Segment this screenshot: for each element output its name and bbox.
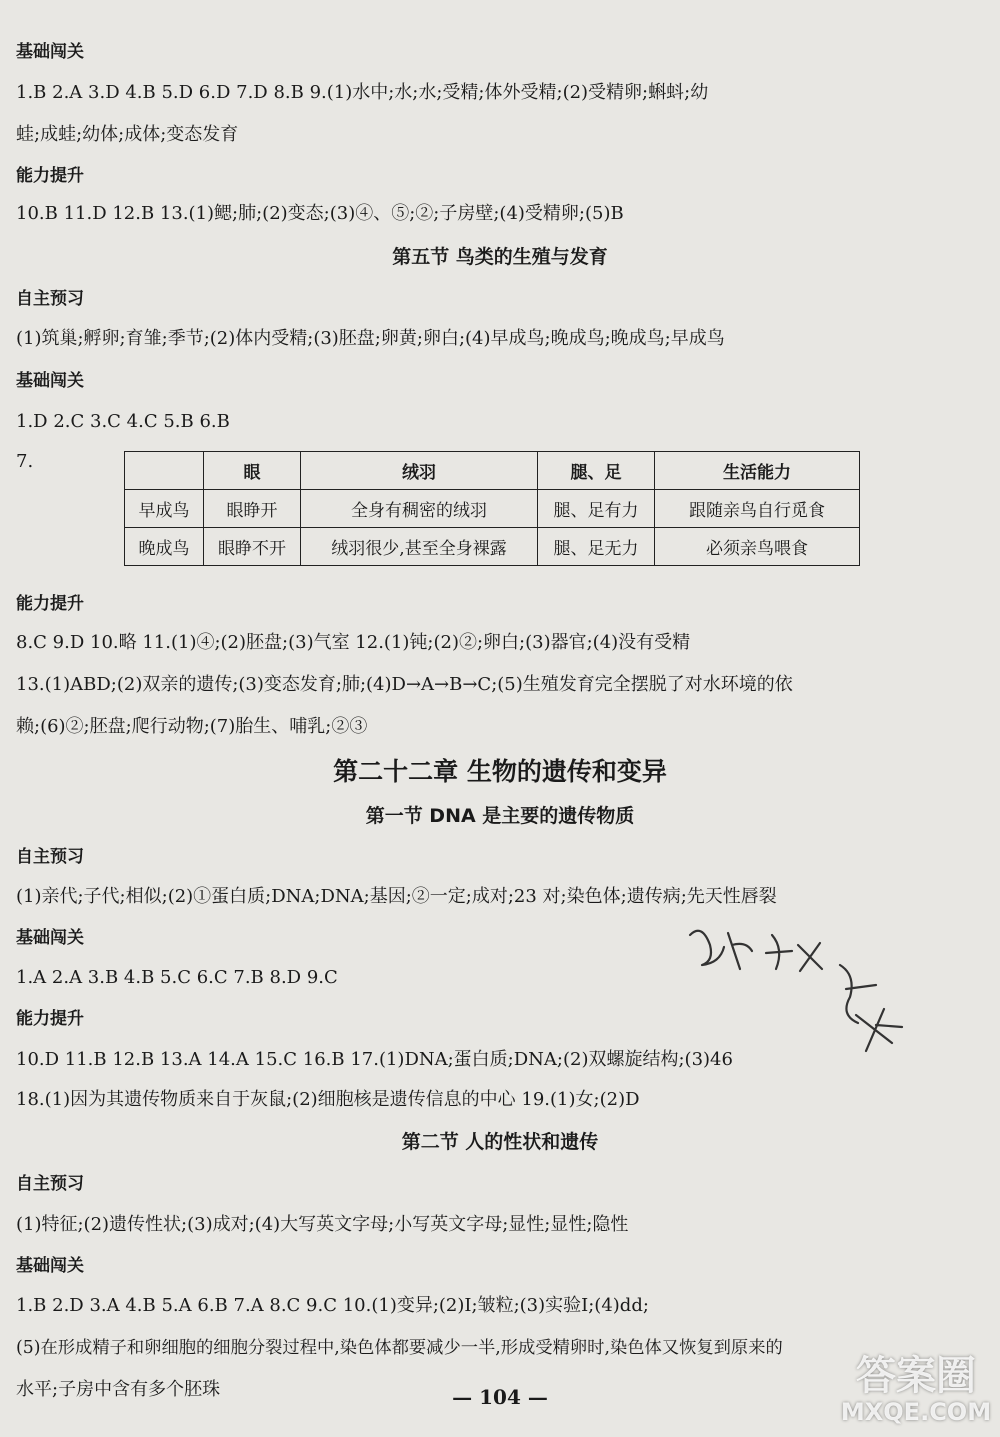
question-7-label: 7.	[16, 451, 34, 472]
heading-basic: 基础闯关	[16, 928, 84, 948]
section-title: 第五节 鸟类的生殖与发育	[392, 246, 608, 268]
answer-line: 18.(1)因为其遗传物质来自于灰鼠;(2)细胞核是遗传信息的中心 19.(1)女;(2)D	[16, 1089, 640, 1110]
table-row	[125, 490, 860, 528]
table-header-cell: 眼	[204, 452, 301, 490]
table-cell: 全身有稠密的绒羽	[301, 490, 538, 528]
table-cell: 腿、足无力	[538, 528, 655, 566]
watermark-url-text: MXQE.COM	[840, 1398, 992, 1426]
table-cell: 绒羽很少,甚至全身裸露	[301, 528, 538, 566]
watermark-logo	[836, 1340, 996, 1434]
table-header-cell	[125, 452, 204, 490]
answer-line: 1.D 2.C 3.C 4.C 5.B 6.B	[16, 411, 230, 432]
answer-line: (5)在形成精子和卵细胞的细胞分裂过程中,染色体都要减少一半,形成受精卵时,染色体又恢复到原来的	[16, 1338, 783, 1358]
table-row	[125, 528, 860, 566]
heading-preview: 自主预习	[16, 1174, 84, 1194]
table-cell: 眼睁不开	[204, 528, 301, 566]
heading-preview: 自主预习	[16, 847, 84, 867]
heading-basic: 基础闯关	[16, 42, 84, 62]
answer-line: (1)筑巢;孵卵;育雏;季节;(2)体内受精;(3)胚盘;卵黄;卵白;(4)早成鸟;晚成鸟;晚成鸟;早成鸟	[16, 328, 725, 349]
heading-ability: 能力提升	[16, 594, 84, 614]
table-cell: 眼睁开	[204, 490, 301, 528]
answer-line: 水平;子房中含有多个胚珠	[16, 1379, 221, 1400]
section-title: 第一节 DNA 是主要的遗传物质	[365, 805, 635, 827]
table-cell: 跟随亲鸟自行觅食	[655, 490, 860, 528]
answer-line: 10.B 11.D 12.B 13.(1)鳃;肺;(2)变态;(3)④、⑤;②;子房壁;(4)受精卵;(5)B	[16, 203, 624, 224]
table-cell: 早成鸟	[125, 490, 204, 528]
answer-line: (1)亲代;子代;相似;(2)①蛋白质;DNA;DNA;基因;②一定;成对;23 对;染色体;遗传病;先天性唇裂	[16, 886, 777, 907]
table-header-row	[125, 452, 860, 490]
answer-line: 赖;(6)②;胚盘;爬行动物;(7)胎生、哺乳;②③	[16, 716, 368, 737]
answer-line: 1.B 2.A 3.D 4.B 5.D 6.D 7.D 8.B 9.(1)水中;水;水;受精;体外受精;(2)受精卵;蝌蚪;幼	[16, 82, 709, 103]
watermark-logo-text: 答案圈	[856, 1353, 976, 1399]
answer-line: (1)特征;(2)遗传性状;(3)成对;(4)大写英文字母;小写英文字母;显性;显性;隐性	[16, 1214, 629, 1235]
answer-line: 8.C 9.D 10.略 11.(1)④;(2)胚盘;(3)气室 12.(1)钝;(2)②;卵白;(3)器官;(4)没有受精	[16, 632, 691, 653]
table-header-cell: 绒羽	[301, 452, 538, 490]
section-title: 第二节 人的性状和遗传	[401, 1131, 599, 1153]
table-header-cell: 腿、足	[538, 452, 655, 490]
answer-line: 10.D 11.B 12.B 13.A 14.A 15.C 16.B 17.(1)DNA;蛋白质;DNA;(2)双螺旋结构;(3)46	[16, 1049, 733, 1070]
chapter-title: 第二十二章 生物的遗传和变异	[333, 757, 667, 786]
table-cell: 必须亲鸟喂食	[655, 528, 860, 566]
answer-line: 1.A 2.A 3.B 4.B 5.C 6.C 7.B 8.D 9.C	[16, 967, 338, 988]
bird-comparison-table	[124, 451, 860, 566]
table-cell: 晚成鸟	[125, 528, 204, 566]
table-header-cell: 生活能力	[655, 452, 860, 490]
answer-line: 蛙;成蛙;幼体;成体;变态发育	[16, 124, 239, 145]
page-number: — 104 —	[452, 1385, 548, 1409]
heading-basic: 基础闯关	[16, 1256, 84, 1276]
handwriting-scribble	[680, 905, 920, 1065]
table-cell: 腿、足有力	[538, 490, 655, 528]
heading-ability: 能力提升	[16, 166, 84, 186]
heading-preview: 自主预习	[16, 289, 84, 309]
answer-line: 13.(1)ABD;(2)双亲的遗传;(3)变态发育;肺;(4)D→A→B→C;(5)生殖发育完全摆脱了对水环境的依	[16, 674, 793, 695]
heading-basic: 基础闯关	[16, 371, 84, 391]
heading-ability: 能力提升	[16, 1009, 84, 1029]
answer-line: 1.B 2.D 3.A 4.B 5.A 6.B 7.A 8.C 9.C 10.(1)变异;(2)Ⅰ;皱粒;(3)实验Ⅰ;(4)dd;	[16, 1295, 649, 1316]
